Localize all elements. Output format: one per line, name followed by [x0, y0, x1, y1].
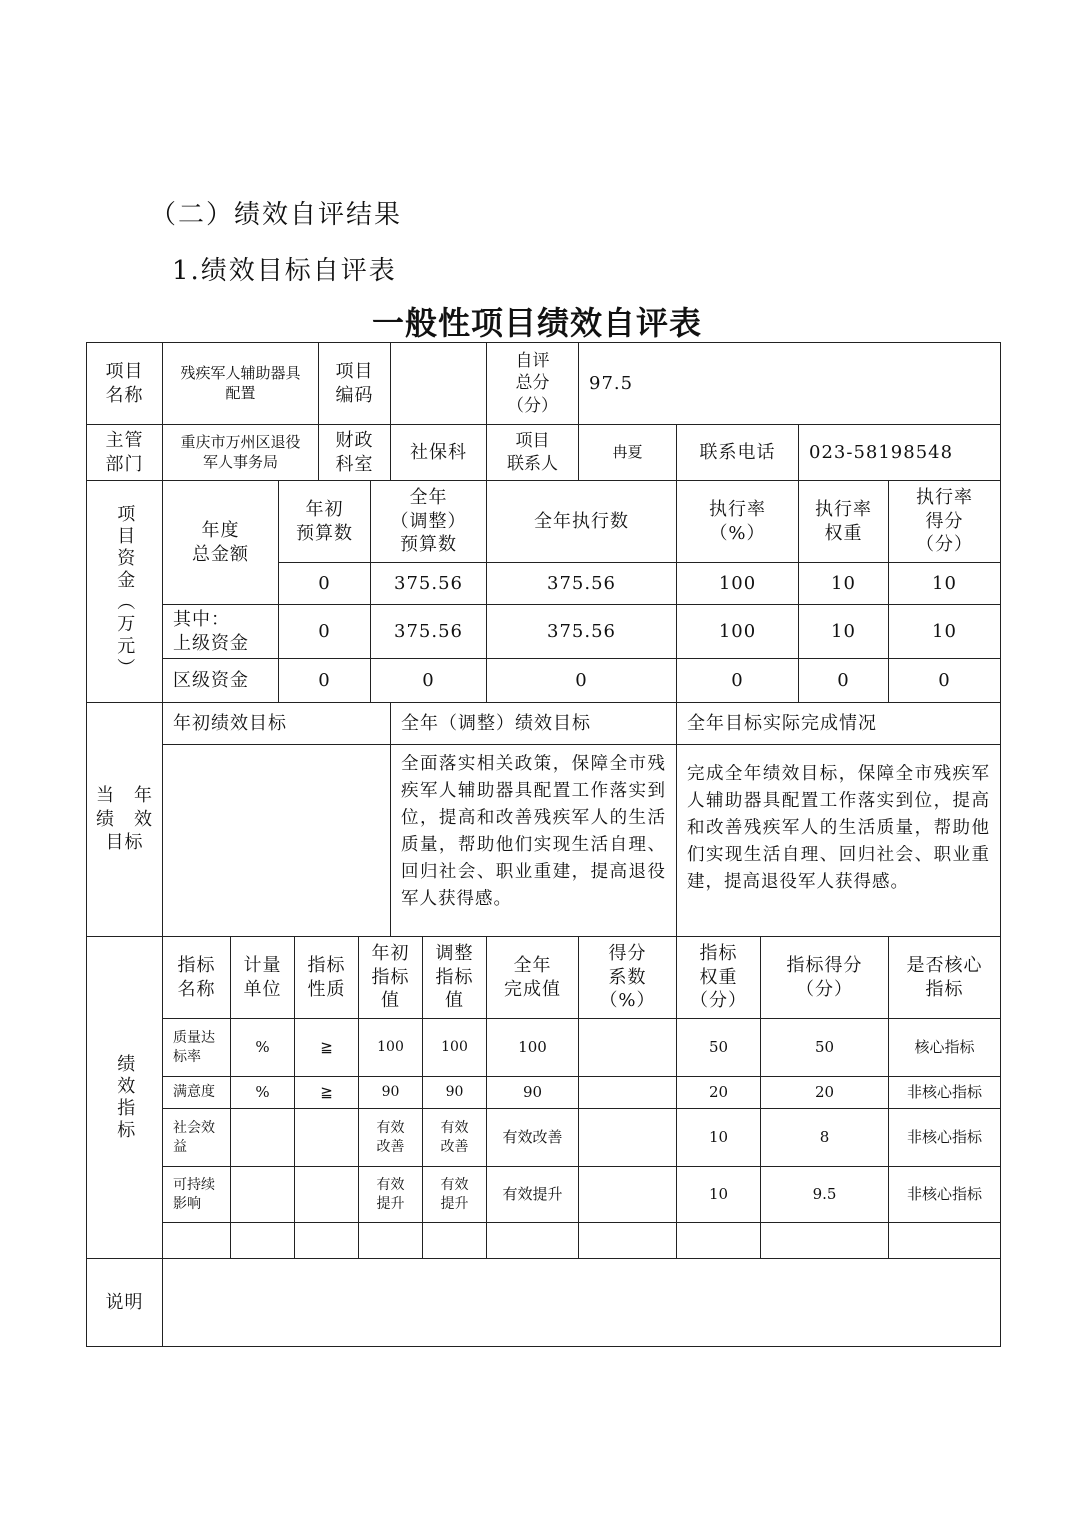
funds-cell-text: 375.56 [547, 620, 616, 642]
finance-value-text: 社保科 [410, 441, 467, 463]
initial-budget-header-text: 年初 预算数 [296, 499, 353, 544]
goal-actual-header-text: 全年目标实际完成情况 [687, 712, 877, 734]
dept-label-text: 主管 部门 [105, 430, 144, 475]
notes-label [86, 1258, 163, 1347]
indicator-cell-text: 50 [814, 1037, 835, 1056]
indicator-cell [358, 1108, 423, 1167]
indicator-cell-text: 20 [708, 1082, 729, 1101]
funds-cell [278, 604, 371, 659]
indicator-header [162, 936, 231, 1019]
project-name-value-text: 残疾军人辅助器具 配置 [180, 364, 301, 402]
indicator-cell [486, 1018, 579, 1077]
notes-text [162, 1258, 1001, 1347]
goal-adjusted-header [390, 702, 677, 745]
indicator-cell-text: % [255, 1082, 270, 1101]
indicator-cell [760, 1222, 889, 1259]
phone-label-text: 联系电话 [699, 441, 776, 463]
funds-row-label-text: 其中： 上级资金 [173, 609, 249, 654]
indicator-cell [358, 1166, 423, 1223]
indicator-cell-text: 有效 改善 [376, 1120, 405, 1155]
funds-cell [370, 562, 487, 605]
indicator-cell [578, 1108, 677, 1167]
indicator-cell [294, 1222, 359, 1259]
indicator-header [422, 936, 487, 1019]
funds-cell [486, 562, 677, 605]
funds-cell [370, 604, 487, 659]
funds-cell [370, 658, 487, 703]
funds-cell [676, 604, 799, 659]
executed-header [486, 480, 677, 563]
indicator-cell [162, 1108, 231, 1167]
indicator-cell [760, 1018, 889, 1077]
indicator-cell-text: 100 [441, 1039, 468, 1056]
indicator-cell [888, 1166, 1001, 1223]
exec-rate-header-text: 执行率 （%） [709, 499, 766, 544]
funds-cell [798, 604, 889, 659]
indicator-header-text: 得分 系数 （%） [599, 943, 656, 1012]
funds-cell [486, 658, 677, 703]
indicator-cell [676, 1018, 761, 1077]
indicator-cell [760, 1076, 889, 1109]
indicator-cell-text: 90 [381, 1084, 400, 1101]
indicator-cell [230, 1108, 295, 1167]
indicator-cell [486, 1108, 579, 1167]
indicator-cell [888, 1076, 1001, 1109]
indicator-cell-text: 核心指标 [914, 1037, 975, 1056]
funds-cell [798, 562, 889, 605]
funds-row-label [162, 604, 279, 659]
indicator-cell [888, 1222, 1001, 1259]
indicator-cell-text: 10 [708, 1127, 729, 1146]
indicator-header [760, 936, 889, 1019]
funds-cell-text: 10 [932, 572, 957, 594]
indicator-cell [422, 1076, 487, 1109]
adjusted-budget-header [370, 480, 487, 563]
indicator-cell [358, 1076, 423, 1109]
indicator-cell [578, 1018, 677, 1077]
goal-actual-header [676, 702, 1001, 745]
funds-cell [888, 562, 1001, 605]
funds-cell-text: 0 [422, 669, 435, 691]
indicator-cell [162, 1222, 231, 1259]
indicator-cell [578, 1166, 677, 1223]
indicator-cell [230, 1076, 295, 1109]
indicator-header [888, 936, 1001, 1019]
funds-cell [676, 658, 799, 703]
indicator-cell [486, 1166, 579, 1223]
finance-value [390, 424, 487, 481]
indicator-cell [230, 1018, 295, 1077]
dept-value [162, 424, 319, 481]
funds-cell [888, 658, 1001, 703]
notes-label-text: 说明 [105, 1291, 144, 1313]
indicator-header-text: 指标 性质 [307, 955, 346, 1000]
indicator-cell [162, 1018, 231, 1077]
indicator-cell-text: 有效 提升 [376, 1177, 405, 1212]
indicator-cell [294, 1076, 359, 1109]
indicator-header-text: 指标得分 （分） [786, 955, 863, 1000]
indicator-cell [162, 1076, 231, 1109]
funds-cell [676, 562, 799, 605]
funds-cell-text: 0 [938, 669, 951, 691]
indicator-cell [676, 1166, 761, 1223]
funds-cell [486, 604, 677, 659]
goal-adjusted-header-text: 全年（调整）绩效目标 [401, 712, 591, 734]
finance-label [318, 424, 391, 481]
score-label-text: 自评 总分 （分） [507, 351, 558, 416]
adjusted-budget-header-text: 全年 （调整） 预算数 [390, 487, 467, 556]
rate-score-header [888, 480, 1001, 563]
indicator-cell [760, 1166, 889, 1223]
project-code-label-text: 项目 编码 [335, 361, 374, 406]
funds-cell-text: 375.56 [547, 572, 616, 594]
funds-row-label-text: 区级资金 [173, 669, 249, 691]
indicator-cell [486, 1222, 579, 1259]
indicator-cell [676, 1108, 761, 1167]
indicator-cell [422, 1222, 487, 1259]
indicator-header [294, 936, 359, 1019]
funds-cell-text: 0 [837, 669, 850, 691]
indicator-cell [422, 1166, 487, 1223]
executed-header-text: 全年执行数 [534, 510, 629, 532]
indicator-cell [888, 1108, 1001, 1167]
goal-adjusted-text-text: 全面落实相关政策，保障全市残疾军人辅助器具配置工作落实到位，提高和改善残疾军人的生活质量，帮助他们实现生活自理、回归社会、职业重建，提高退役军人获得感。 [401, 754, 666, 909]
indicator-cell [294, 1166, 359, 1223]
indicator-header-text: 计量 单位 [243, 955, 282, 1000]
goals-section-label [86, 702, 163, 937]
funds-section-label [86, 480, 163, 703]
score-value [578, 342, 1001, 425]
funds-row-label [162, 658, 279, 703]
indicator-header [358, 936, 423, 1019]
funds-cell-text: 0 [731, 669, 744, 691]
goal-actual-text [676, 744, 1001, 937]
score-value-text: 97.5 [589, 372, 634, 394]
contact-value-text: 冉夏 [612, 442, 643, 461]
indicator-cell-text: 100 [518, 1037, 547, 1056]
indicator-cell-text: ≧ [320, 1082, 333, 1101]
indicator-cell [358, 1222, 423, 1259]
phone-value-text: 023-58198548 [809, 441, 954, 463]
indicator-cell [888, 1018, 1001, 1077]
contact-value [578, 424, 677, 481]
indicator-cell-text: 有效改善 [502, 1127, 563, 1146]
exec-rate-header [676, 480, 799, 563]
indicator-cell-text: 非核心指标 [906, 1082, 982, 1101]
indicator-cell-text: 90 [445, 1084, 464, 1101]
indicator-cell [162, 1166, 231, 1223]
indicator-header [486, 936, 579, 1019]
goals-section-label-text: 当 年 绩 效 目标 [96, 785, 153, 854]
funds-cell-text: 375.56 [394, 572, 463, 594]
goal-initial-header-text: 年初绩效目标 [173, 712, 287, 734]
indicator-cell [294, 1108, 359, 1167]
funds-cell-text: 100 [718, 572, 757, 594]
rate-score-header-text: 执行率 得分 （分） [916, 487, 973, 556]
indicator-cell [358, 1018, 423, 1077]
indicator-cell-text: 有效 改善 [440, 1120, 469, 1155]
contact-label-text: 项目 联系人 [507, 431, 558, 474]
goal-adjusted-text [390, 744, 677, 937]
funds-cell [278, 658, 371, 703]
score-label [486, 342, 579, 425]
goal-actual-text-text: 完成全年绩效目标，保障全市残疾军人辅助器具配置工作落实到位，提高和改善残疾军人的生活质量，帮助他们实现生活自理、回归社会、职业重建，提高退役军人获得感。 [687, 764, 990, 892]
indicator-header-text: 调整 指标 值 [435, 943, 474, 1012]
project-name-label [86, 342, 163, 425]
indicator-cell [676, 1222, 761, 1259]
section-heading: （二）绩效自评结果 [150, 200, 403, 230]
indicator-header-text: 年初 指标 值 [371, 943, 410, 1012]
project-code-label [318, 342, 391, 425]
funds-cell-text: 0 [575, 669, 588, 691]
project-name-value [162, 342, 319, 425]
indicator-cell [294, 1018, 359, 1077]
rate-weight-header-text: 执行率 权重 [815, 499, 872, 544]
table-title: 一般性项目绩效自评表 [371, 304, 702, 342]
annual-total-header-text: 年度 总金额 [192, 520, 249, 565]
indicator-cell-text: 有效 提升 [440, 1177, 469, 1212]
rate-weight-header [798, 480, 889, 563]
funds-cell [888, 604, 1001, 659]
indicator-cell-text: 9.5 [812, 1184, 837, 1203]
indicator-cell-text: 10 [708, 1184, 729, 1203]
funds-cell-text: 375.56 [394, 620, 463, 642]
indicator-header [230, 936, 295, 1019]
goal-initial-header [162, 702, 391, 745]
indicator-cell-text: 非核心指标 [906, 1184, 982, 1203]
indicators-section-label [86, 936, 163, 1259]
indicator-cell-text: 100 [377, 1039, 404, 1056]
contact-label [486, 424, 579, 481]
indicator-cell [422, 1018, 487, 1077]
indicator-cell-text: 质量达 标率 [173, 1030, 215, 1065]
indicator-cell-text: % [255, 1037, 270, 1056]
indicator-cell [578, 1076, 677, 1109]
indicator-cell [676, 1076, 761, 1109]
indicator-cell-text: 50 [708, 1037, 729, 1056]
indicator-cell-text: 8 [819, 1127, 830, 1146]
funds-cell-text: 10 [932, 620, 957, 642]
funds-cell-text: 10 [831, 572, 856, 594]
funds-cell-text: 0 [318, 572, 331, 594]
indicator-cell [760, 1108, 889, 1167]
indicator-cell-text: ≧ [320, 1037, 333, 1056]
funds-cell [278, 562, 371, 605]
indicator-cell-text: 90 [522, 1082, 543, 1101]
goal-initial-text [162, 744, 391, 937]
finance-label-text: 财政 科室 [335, 430, 374, 475]
project-name-label-text: 项目 名称 [105, 361, 144, 406]
indicator-cell [486, 1076, 579, 1109]
funds-cell [798, 658, 889, 703]
funds-cell-text: 100 [718, 620, 757, 642]
indicator-header-text: 指标 名称 [177, 955, 216, 1000]
phone-label [676, 424, 799, 481]
indicator-cell-text: 非核心指标 [906, 1127, 982, 1146]
initial-budget-header [278, 480, 371, 563]
indicator-cell [230, 1166, 295, 1223]
indicator-header-text: 指标 权重 （分） [690, 943, 747, 1012]
dept-value-text: 重庆市万州区退役 军人事务局 [180, 433, 301, 471]
indicator-cell [422, 1108, 487, 1167]
indicator-cell-text: 20 [814, 1082, 835, 1101]
phone-value [798, 424, 1001, 481]
indicator-cell-text: 有效提升 [502, 1184, 563, 1203]
indicator-cell-text: 可持续 影响 [173, 1177, 215, 1212]
indicator-header [676, 936, 761, 1019]
indicator-cell [578, 1222, 677, 1259]
indicators-section-label-text: 绩效指标 [114, 1053, 136, 1142]
indicator-cell [230, 1222, 295, 1259]
funds-cell-text: 0 [318, 669, 331, 691]
indicator-header [578, 936, 677, 1019]
indicator-cell-text: 满意度 [173, 1084, 215, 1101]
dept-label [86, 424, 163, 481]
annual-total-header [162, 480, 279, 605]
project-code-value [390, 342, 487, 425]
subsection-heading: 1.绩效目标自评表 [172, 256, 397, 286]
funds-cell-text: 0 [318, 620, 331, 642]
funds-cell-text: 10 [831, 620, 856, 642]
funds-section-label-text: 项目资金（万元） [114, 503, 136, 680]
indicator-cell-text: 社会效 益 [173, 1120, 215, 1155]
indicator-header-text: 是否核心 指标 [906, 955, 983, 1000]
indicator-header-text: 全年 完成值 [504, 955, 561, 1000]
